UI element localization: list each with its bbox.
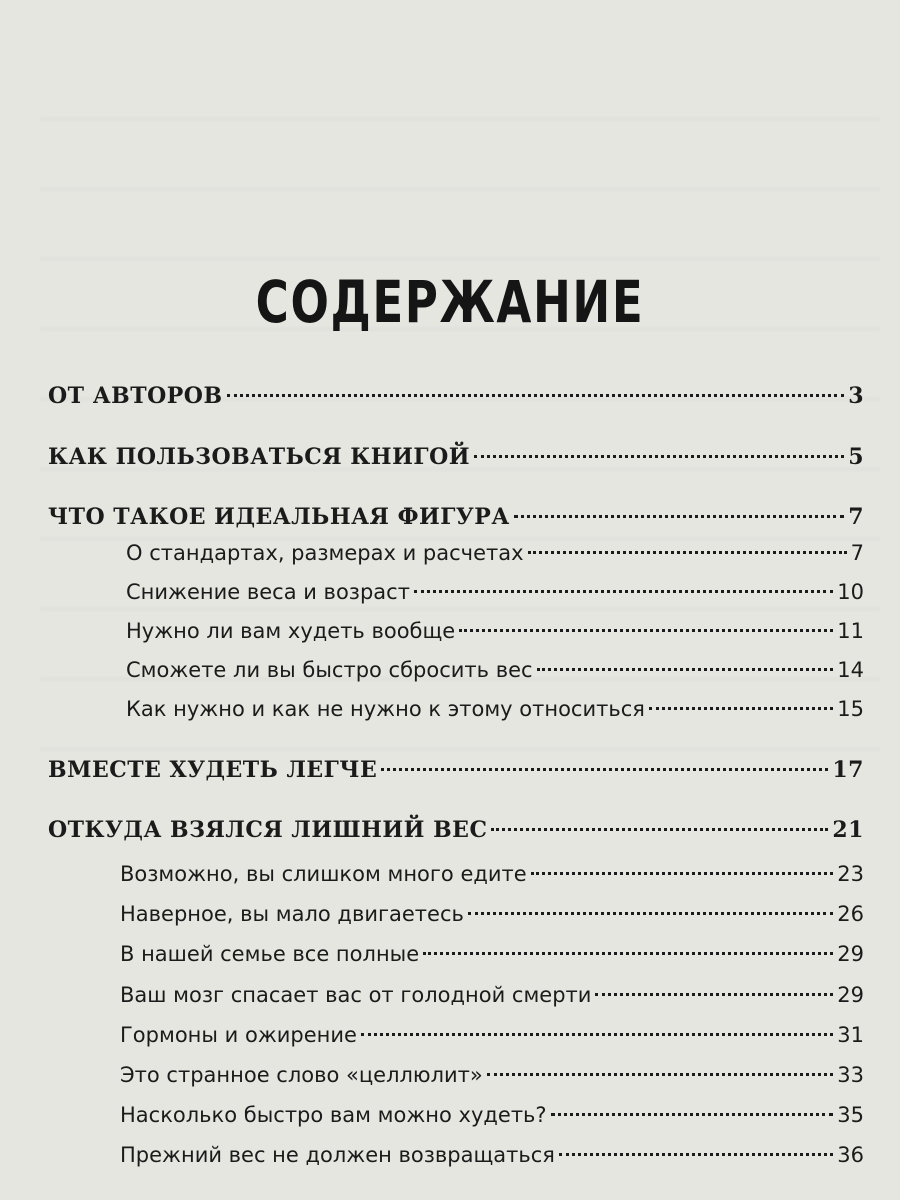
toc-leader-dots	[474, 455, 844, 458]
toc-entry-together	[48, 757, 864, 783]
toc-leader-dots	[537, 668, 834, 671]
toc-subentry	[120, 942, 864, 966]
toc-page-number: 5	[848, 444, 864, 470]
toc-entry-label: О стандартах, размерах и расчетах	[126, 541, 524, 565]
toc-entry-ideal-figure	[48, 504, 864, 530]
toc-subentry	[120, 862, 864, 886]
toc-subentry	[120, 1103, 864, 1127]
toc-entry-label: Как нужно и как не нужно к этому относиться	[126, 697, 645, 721]
toc-leader-dots	[649, 707, 833, 710]
toc-entry-label: Снижение веса и возраст	[126, 580, 410, 604]
toc-page-number: 21	[832, 817, 864, 843]
toc-entry-excess-weight	[48, 817, 864, 843]
toc-leader-dots	[459, 629, 833, 632]
toc-subentry	[120, 983, 864, 1007]
toc-entry-label: ЧТО ТАКОЕ ИДЕАЛЬНАЯ ФИГУРА	[48, 504, 510, 530]
toc-leader-dots	[227, 394, 845, 397]
toc-entry-label: ОТ АВТОРОВ	[48, 383, 223, 409]
toc-entry-label: Гормоны и ожирение	[120, 1023, 357, 1047]
toc-entry-label: Ваш мозг спасает вас от голодной смерти	[120, 983, 592, 1007]
toc-page-number: 15	[837, 697, 864, 721]
toc-entry-label: Наверное, вы мало двигаетесь	[120, 902, 464, 926]
toc-page-number: 7	[850, 541, 864, 565]
toc-leader-dots	[514, 515, 844, 518]
toc-leader-dots	[468, 912, 833, 915]
toc-page-number: 10	[837, 580, 864, 604]
toc-entry-how-to-use	[48, 444, 864, 470]
toc-entry-label: Сможете ли вы быстро сбросить вес	[126, 658, 533, 682]
toc-subentry	[120, 902, 864, 926]
toc-subentry	[126, 658, 864, 682]
toc-entry-label: ОТКУДА ВЗЯЛСЯ ЛИШНИЙ ВЕС	[48, 817, 488, 843]
toc-subentry	[120, 1063, 864, 1087]
toc-entry-label: ВМЕСТЕ ХУДЕТЬ ЛЕГЧЕ	[48, 757, 378, 783]
toc-leader-dots	[414, 590, 833, 593]
toc-subentry	[126, 580, 864, 604]
toc-page-number: 3	[848, 383, 864, 409]
toc-page-number: 7	[848, 504, 864, 530]
toc-entry-label: Нужно ли вам худеть вообще	[126, 619, 456, 643]
toc-leader-dots	[487, 1073, 834, 1076]
toc-subentry	[120, 1023, 864, 1047]
page-title: СОДЕРЖАНИЕ	[255, 268, 645, 336]
toc-page-number: 26	[837, 902, 864, 926]
toc-leader-dots	[531, 872, 834, 875]
toc-entry-label: Насколько быстро вам можно худеть?	[120, 1103, 547, 1127]
toc-page-number: 35	[837, 1103, 864, 1127]
toc-leader-dots	[595, 993, 833, 996]
toc-entry-from-authors	[48, 383, 864, 409]
toc-page-number: 17	[832, 757, 864, 783]
toc-page-number: 14	[837, 658, 864, 682]
toc-page-number: 33	[837, 1063, 864, 1087]
toc-entry-label: В нашей семье все полные	[120, 942, 420, 966]
toc-page-number: 23	[837, 862, 864, 886]
toc-leader-dots	[381, 768, 828, 771]
toc-leader-dots	[361, 1033, 833, 1036]
toc-subentry	[126, 697, 864, 721]
toc-page-number: 31	[837, 1023, 864, 1047]
toc-entry-label: Возможно, вы слишком много едите	[120, 862, 527, 886]
toc-subentry	[120, 1143, 864, 1167]
toc-leader-dots	[423, 952, 833, 955]
toc-page-number: 11	[837, 619, 864, 643]
toc-page-number: 29	[837, 942, 864, 966]
toc-leader-dots	[491, 828, 828, 831]
toc-leader-dots	[559, 1153, 833, 1156]
toc-subentry	[126, 541, 864, 565]
toc-entry-label: Прежний вес не должен возвращаться	[120, 1143, 555, 1167]
toc-leader-dots	[551, 1113, 834, 1116]
toc-entry-label: Это странное слово «целлюлит»	[120, 1063, 483, 1087]
toc-entry-label: КАК ПОЛЬЗОВАТЬСЯ КНИГОЙ	[48, 444, 471, 470]
toc-subentry	[126, 619, 864, 643]
toc-leader-dots	[528, 551, 847, 554]
toc-page-number: 29	[837, 983, 864, 1007]
toc-page-number: 36	[837, 1143, 864, 1167]
